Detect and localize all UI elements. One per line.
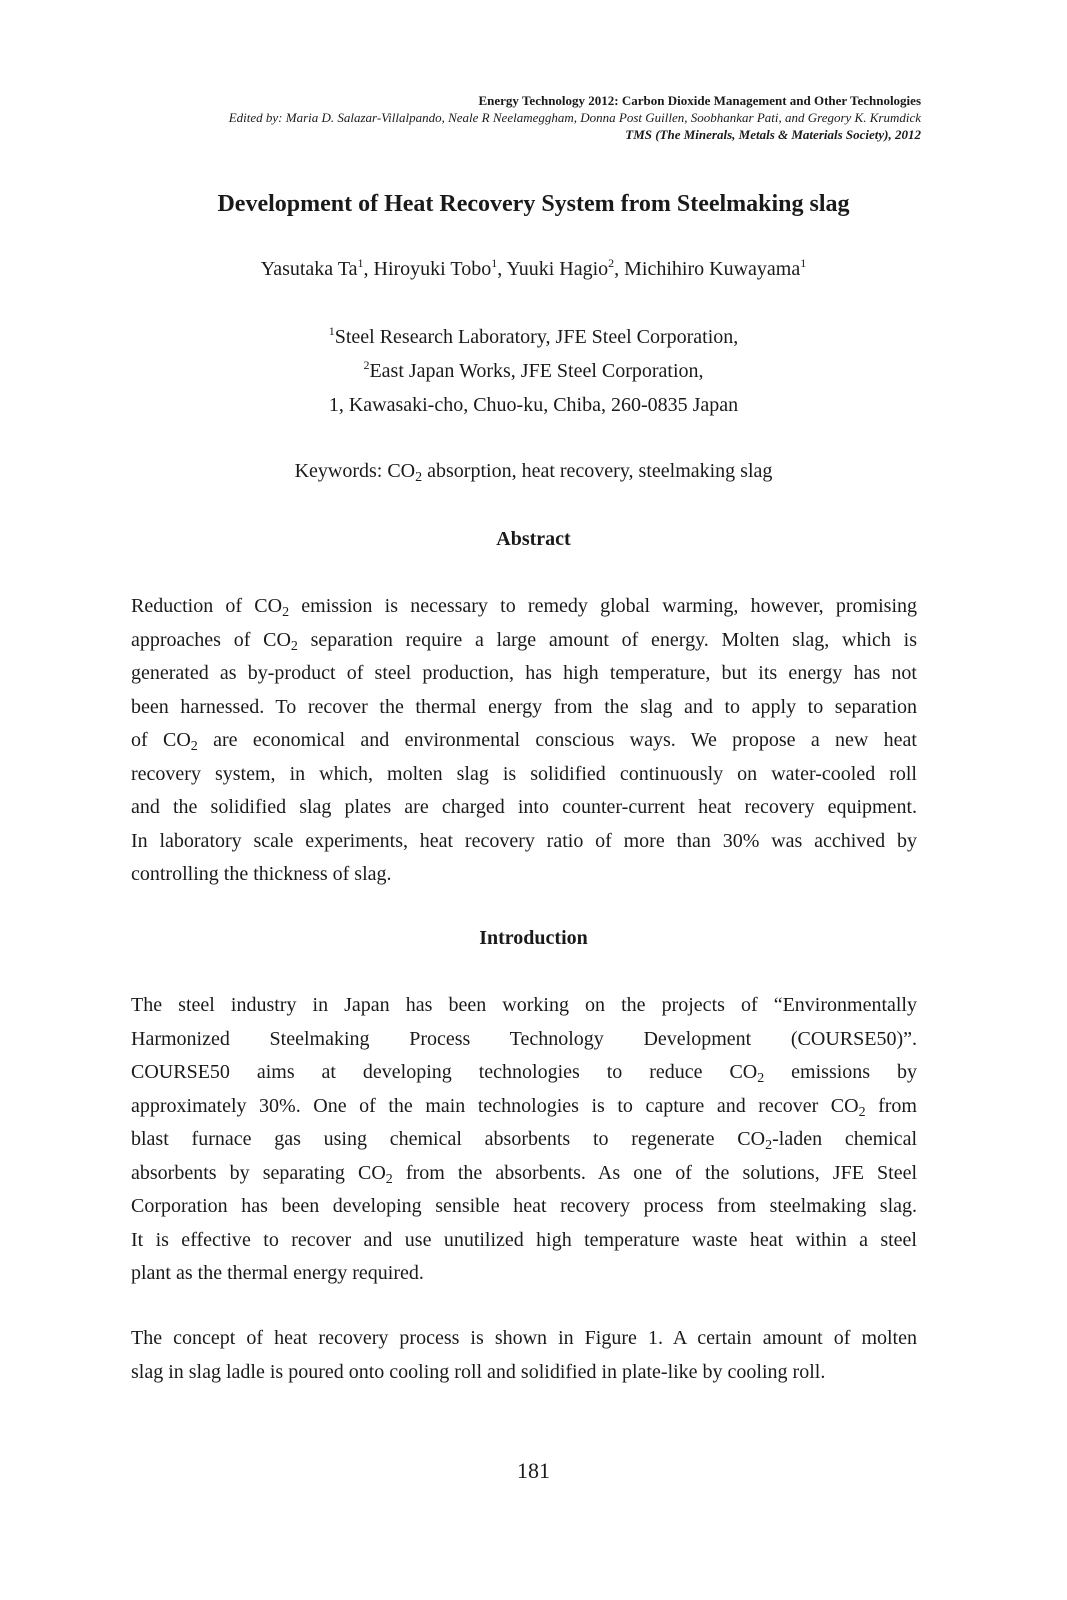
- subscript: 2: [858, 1104, 866, 1120]
- paper-title: Development of Heat Recovery System from Steelmaking slag: [217, 191, 850, 217]
- text-segment: recovery system, in which, molten slag is solidified continuously on water-cooled roll: [131, 762, 917, 785]
- subscript: 2: [415, 470, 423, 485]
- text-line: [131, 1123, 917, 1157]
- text-segment: In laboratory scale experiments, heat recovery ratio of more than 30% was acchived by: [131, 829, 917, 852]
- author-list: Yasutaka Ta$^1$, Hiroyuki Tobo$^1$, Yuuki Hagio$^2$, Michihiro Kuwayama$^1$: [260, 256, 807, 280]
- author-affiliation-mark: 1: [491, 256, 498, 270]
- text-segment: -laden chemical: [772, 1128, 917, 1150]
- text-segment: from the absorbents. As one of the solutions, JFE Steel: [392, 1161, 918, 1184]
- text-segment: emission is necessary to remedy global warming, however, promising: [289, 595, 918, 617]
- affiliation-2: [0, 360, 1067, 383]
- text-segment: approaches of CO: [131, 628, 291, 651]
- subscript: 2: [385, 1171, 393, 1187]
- text-line: [131, 1157, 917, 1191]
- abstract-body: [131, 590, 917, 892]
- keywords-co: CO: [387, 460, 416, 482]
- text-segment: Reduction of CO: [131, 595, 283, 617]
- introduction-heading: Introduction: [479, 927, 588, 949]
- affiliation-mark: 2: [363, 358, 370, 372]
- subscript: 2: [290, 638, 298, 654]
- text-segment: separation require a large amount of energy. Molten slag, which is: [297, 628, 917, 651]
- text-segment: slag in slag ladle is poured onto cooling roll and solidified in plate-like by cooling roll.: [131, 1360, 826, 1383]
- introduction-paragraph-1: [131, 989, 917, 1291]
- keywords-label: Keywords:: [294, 460, 383, 482]
- keywords-rest: absorption, heat recovery, steelmaking slag: [427, 460, 773, 482]
- subscript: 2: [190, 739, 198, 754]
- text-segment: are economical and environmental conscious ways. We propose a new heat: [197, 729, 917, 751]
- text-line: [131, 1090, 917, 1124]
- affiliation-text: East Japan Works, JFE Steel Corporation,: [369, 360, 704, 382]
- text-line: [131, 989, 917, 1023]
- author-name: Hiroyuki Tobo: [373, 258, 492, 280]
- text-segment: approximately 30%. One of the main technologies is to capture and recover CO: [131, 1094, 859, 1117]
- text-line: [131, 590, 917, 624]
- text-line: [131, 657, 917, 691]
- text-segment: from: [865, 1094, 917, 1117]
- author-affiliation-mark: 1: [357, 256, 364, 270]
- keywords: [0, 460, 1067, 483]
- publisher-line: TMS (The Minerals, Metals & Materials Society), 2012: [625, 127, 921, 142]
- affiliation-mark: 1: [328, 324, 335, 338]
- subscript: 2: [757, 1071, 765, 1086]
- text-segment: blast furnace gas using chemical absorbents to regenerate CO: [131, 1128, 766, 1150]
- text-segment: plant as the thermal energy required.: [131, 1262, 424, 1284]
- page-number: 181: [517, 1458, 550, 1483]
- text-segment: Corporation has been developing sensible heat recovery process from steelmaking slag.: [131, 1195, 917, 1217]
- text-line: [131, 791, 917, 825]
- text-line: [131, 624, 917, 658]
- text-segment: COURSE50 aims at developing technologies to reduce CO: [131, 1061, 758, 1083]
- text-line: [131, 1190, 917, 1224]
- text-line: [131, 724, 917, 758]
- text-line: [131, 1356, 917, 1390]
- text-line: [131, 1056, 917, 1090]
- subscript: 2: [765, 1138, 773, 1153]
- author-name: Yuuki Hagio: [506, 258, 609, 280]
- text-segment: controlling the thickness of slag.: [131, 863, 392, 885]
- text-line: [131, 1257, 917, 1291]
- proceedings-title: Energy Technology 2012: Carbon Dioxide Management and Other Technologies: [478, 93, 921, 108]
- text-segment: absorbents by separating CO: [131, 1161, 386, 1184]
- introduction-paragraph-2: [131, 1322, 917, 1389]
- text-segment: It is effective to recover and use unutilized high temperature waste heat within a steel: [131, 1228, 917, 1251]
- author-name: Yasutaka Ta: [260, 258, 358, 280]
- text-line: [131, 691, 917, 725]
- text-segment: and the solidified slag plates are charged into counter-current heat recovery equipment.: [131, 796, 917, 818]
- affiliation-address: 1, Kawasaki-cho, Chuo-ku, Chiba, 260-0835 Japan: [328, 394, 739, 416]
- text-segment: been harnessed. To recover the thermal energy from the slag and to apply to separation: [131, 695, 917, 718]
- editors-line: Edited by: Maria D. Salazar-Villalpando, Neale R Neelameggham, Donna Post Guillen, Soobhankar Pati, and Gregory K. Krumdick: [228, 110, 921, 125]
- text-line: [131, 1023, 917, 1057]
- text-line: [131, 1224, 917, 1258]
- text-segment: emissions by: [764, 1061, 917, 1083]
- text-line: [131, 858, 917, 892]
- text-segment: generated as by-product of steel production, has high temperature, but its energy has not: [131, 662, 917, 684]
- subscript: 2: [282, 605, 290, 620]
- text-segment: of CO: [131, 729, 191, 751]
- abstract-heading: Abstract: [496, 528, 571, 550]
- text-line: [131, 1322, 917, 1356]
- text-line: [131, 825, 917, 859]
- author-name: Michihiro Kuwayama: [624, 258, 801, 280]
- text-line: [131, 758, 917, 792]
- affiliation-1: [0, 326, 1067, 349]
- affiliation-text: Steel Research Laboratory, JFE Steel Corporation,: [334, 326, 739, 348]
- text-segment: The concept of heat recovery process is shown in Figure 1. A certain amount of molten: [131, 1327, 917, 1349]
- author-affiliation-mark: 2: [608, 256, 615, 270]
- text-segment: The steel industry in Japan has been working on the projects of “Environmentally: [131, 994, 917, 1016]
- author-affiliation-mark: 1: [800, 256, 807, 270]
- text-segment: Harmonized Steelmaking Process Technology Development (COURSE50)”.: [131, 1027, 917, 1050]
